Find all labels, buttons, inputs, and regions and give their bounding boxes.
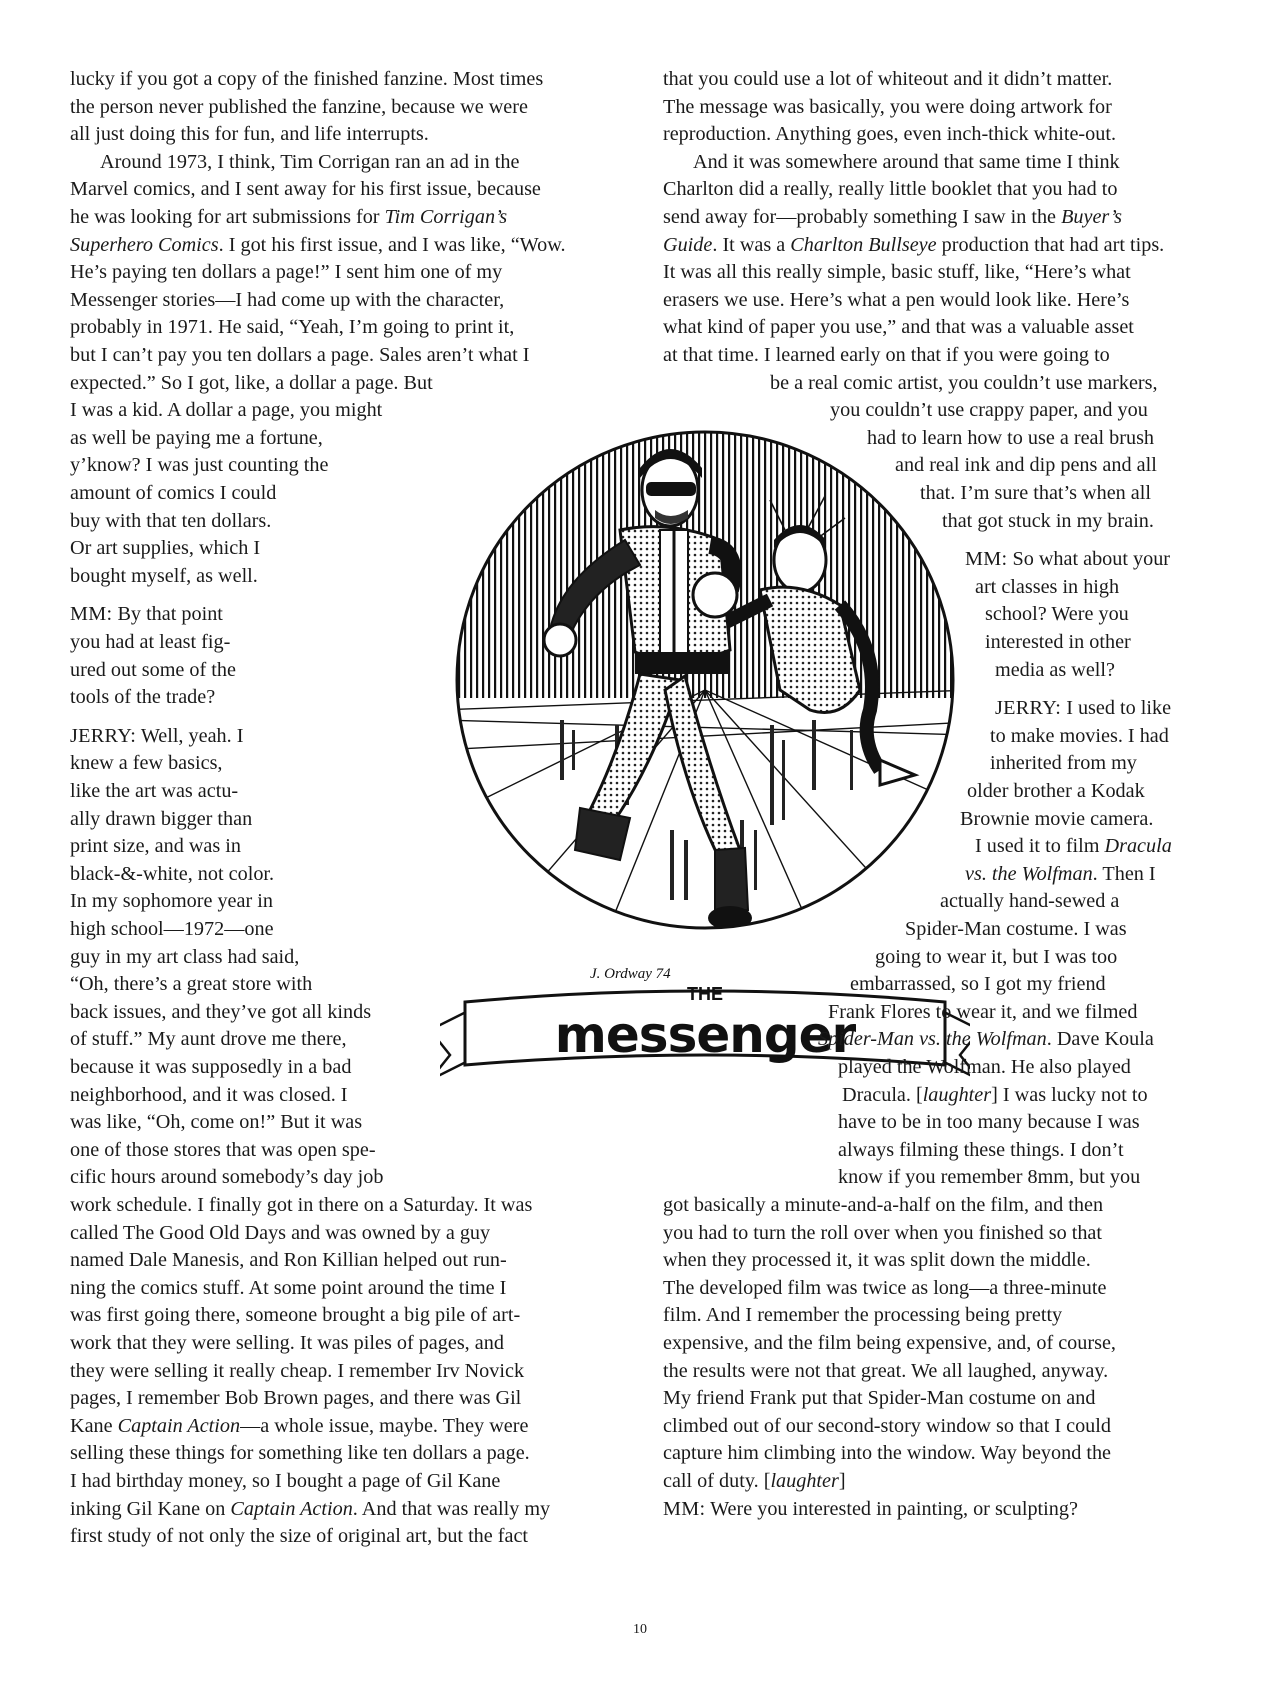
right-line: interested in other bbox=[985, 631, 1131, 653]
right-line: film. And I remember the processing being pretty bbox=[663, 1304, 1063, 1327]
left-line: was like, “Oh, come on!” But it was bbox=[70, 1111, 363, 1134]
left-line: expected.” So I got, like, a dollar a page. But bbox=[70, 371, 433, 394]
left-line: I had birthday money, so I bought a page of Gil Kane bbox=[70, 1470, 501, 1492]
left-line: guy in my art class had said, bbox=[70, 945, 300, 968]
left-line: black-&-white, not color. bbox=[70, 862, 275, 885]
right-line: vs. the Wolfman. Then I bbox=[965, 862, 1156, 885]
left-line: buy with that ten dollars. bbox=[70, 509, 272, 532]
right-line: My friend Frank put that Spider-Man costume on and bbox=[663, 1387, 1096, 1410]
left-line: back issues, and they’ve got all kinds bbox=[70, 1000, 372, 1023]
left-line: you had at least fig- bbox=[70, 631, 231, 653]
left-line: Around 1973, I think, Tim Corrigan ran an ad in the bbox=[100, 150, 520, 173]
right-line: Frank Flores to wear it, and we filmed bbox=[828, 1000, 1138, 1023]
left-line: cific hours around somebody’s day job bbox=[70, 1166, 384, 1189]
left-line: because it was supposedly in a bad bbox=[70, 1056, 352, 1078]
right-line: It was all this really simple, basic stuff, like, “Here’s what bbox=[663, 261, 1131, 284]
right-line: erasers we use. Here’s what a pen would look like. Here’s bbox=[663, 288, 1130, 311]
left-line: neighborhood, and it was closed. I bbox=[70, 1083, 348, 1106]
left-line: y’know? I was just counting the bbox=[70, 454, 329, 477]
right-line: JERRY: I used to like bbox=[995, 697, 1172, 720]
right-line: and real ink and dip pens and all bbox=[895, 454, 1157, 477]
right-line: always filming these things. I don’t bbox=[838, 1138, 1124, 1161]
left-line: like the art was actu- bbox=[70, 780, 239, 802]
right-line: The message was basically, you were doing artwork for bbox=[663, 95, 1112, 118]
right-line: at that time. I learned early on that if you were going to bbox=[663, 344, 1110, 366]
right-line: school? Were you bbox=[985, 603, 1129, 626]
left-line: was first going there, someone brought a big pile of art- bbox=[70, 1304, 521, 1327]
right-line: art classes in high bbox=[975, 575, 1120, 598]
page-number: 10 bbox=[633, 1622, 647, 1637]
right-line: And it was somewhere around that same time I think bbox=[693, 150, 1120, 173]
left-line: selling these things for something like ten dollars a page. bbox=[70, 1442, 530, 1465]
left-line: of stuff.” My aunt drove me there, bbox=[70, 1028, 347, 1051]
left-line: amount of comics I could bbox=[70, 482, 277, 504]
right-line: send away for—probably something I saw in the Buyer’s bbox=[663, 206, 1122, 228]
right-line: Charlton did a really, really little booklet that you had to bbox=[663, 178, 1118, 201]
right-line: Spider-Man vs. the Wolfman. Dave Koula bbox=[818, 1028, 1154, 1051]
left-line: Marvel comics, and I sent away for his first issue, because bbox=[70, 178, 541, 201]
left-line: work that they were selling. It was piles of pages, and bbox=[70, 1332, 504, 1354]
left-line: high school—1972—one bbox=[70, 918, 274, 940]
left-line: Kane Captain Action—a whole issue, maybe. They were bbox=[70, 1414, 529, 1437]
banner-title: messenger bbox=[554, 1006, 856, 1064]
left-line: he was looking for art submissions for Tim Corrigan’s bbox=[70, 206, 508, 228]
right-line: MM: So what about your bbox=[965, 548, 1171, 571]
right-line: call of duty. [laughter] bbox=[663, 1470, 846, 1492]
right-line: that you could use a lot of whiteout and it didn’t matter. bbox=[663, 68, 1113, 90]
left-line: He’s paying ten dollars a page!” I sent him one of my bbox=[70, 261, 503, 284]
right-line: Guide. It was a Charlton Bullseye production that had art tips. bbox=[663, 233, 1165, 256]
left-line: the person never published the fanzine, because we were bbox=[70, 95, 528, 118]
right-line: The developed film was twice as long—a three-minute bbox=[663, 1276, 1107, 1299]
left-line: first study of not only the size of original art, but the fact bbox=[70, 1525, 529, 1548]
left-line: Superhero Comics. I got his first issue, and I was like, “Wow. bbox=[70, 233, 566, 256]
artist-signature: J. Ordway 74 bbox=[590, 966, 671, 982]
right-line: got basically a minute-and-a-half on the film, and then bbox=[663, 1194, 1104, 1216]
left-line: Or art supplies, which I bbox=[70, 537, 261, 560]
left-line: named Dale Manesis, and Ron Killian helped out run- bbox=[70, 1249, 507, 1272]
left-line: I was a kid. A dollar a page, you might bbox=[70, 399, 383, 422]
left-line: Messenger stories—I had come up with the character, bbox=[70, 288, 505, 311]
left-line: tools of the trade? bbox=[70, 686, 216, 709]
right-line: you had to turn the roll over when you finished so that bbox=[663, 1221, 1102, 1244]
left-line: work schedule. I finally got in there on a Saturday. It was bbox=[70, 1194, 533, 1216]
left-line: one of those stores that was open spe- bbox=[70, 1138, 376, 1161]
right-line: when they processed it, it was split down the middle. bbox=[663, 1249, 1091, 1272]
left-line: print size, and was in bbox=[70, 835, 241, 858]
left-line: “Oh, there’s a great store with bbox=[70, 973, 313, 996]
right-line: be a real comic artist, you couldn’t use markers, bbox=[770, 371, 1158, 394]
right-line: I used it to film Dracula bbox=[975, 835, 1172, 858]
left-line: In my sophomore year in bbox=[70, 890, 273, 913]
right-line: expensive, and the film being expensive, and, of course, bbox=[663, 1332, 1116, 1354]
left-line: ning the comics stuff. At some point around the time I bbox=[70, 1276, 507, 1299]
left-line: MM: By that point bbox=[70, 603, 223, 626]
left-line: lucky if you got a copy of the finished fanzine. Most times bbox=[70, 68, 544, 90]
right-line: media as well? bbox=[995, 658, 1115, 681]
left-line: called The Good Old Days and was owned by a guy bbox=[70, 1221, 491, 1244]
left-line: knew a few basics, bbox=[70, 752, 223, 775]
left-line: all just doing this for fun, and life interrupts. bbox=[70, 123, 429, 146]
left-line: as well be paying me a fortune, bbox=[70, 426, 323, 449]
left-line: but I can’t pay you ten dollars a page. Sales aren’t what I bbox=[70, 344, 530, 366]
right-line: reproduction. Anything goes, even inch-thick white-out. bbox=[663, 123, 1116, 146]
right-line: going to wear it, but I was too bbox=[875, 945, 1118, 968]
right-line: climbed out of our second-story window so that I could bbox=[663, 1414, 1111, 1437]
right-line: the results were not that great. We all laughed, anyway. bbox=[663, 1359, 1109, 1382]
right-line: that. I’m sure that’s when all bbox=[920, 482, 1151, 504]
left-line: pages, I remember Bob Brown pages, and there was Gil bbox=[70, 1387, 522, 1410]
right-line: have to be in too many because I was bbox=[838, 1111, 1140, 1134]
right-line: actually hand-sewed a bbox=[940, 890, 1120, 913]
right-line: what kind of paper you use,” and that was a valuable asset bbox=[663, 316, 1134, 339]
right-line: played the Wolfman. He also played bbox=[838, 1056, 1131, 1078]
right-line: had to learn how to use a real brush bbox=[867, 426, 1155, 449]
right-line: know if you remember 8mm, but you bbox=[838, 1166, 1141, 1189]
left-line: they were selling it really cheap. I remember Irv Novick bbox=[70, 1359, 525, 1382]
banner-the: THE bbox=[687, 984, 723, 1004]
left-line: JERRY: Well, yeah. I bbox=[70, 724, 244, 747]
right-line: MM: Were you interested in painting, or sculpting? bbox=[663, 1497, 1078, 1520]
right-line: older brother a Kodak bbox=[967, 780, 1145, 802]
circle-scene bbox=[440, 390, 970, 950]
left-line: ally drawn bigger than bbox=[70, 807, 253, 830]
right-line: Brownie movie camera. bbox=[960, 807, 1154, 830]
right-line: capture him climbing into the window. Way beyond the bbox=[663, 1442, 1112, 1465]
right-line: inherited from my bbox=[990, 752, 1137, 775]
left-line: inking Gil Kane on Captain Action. And that was really my bbox=[70, 1497, 551, 1520]
right-line: embarrassed, so I got my friend bbox=[850, 973, 1106, 996]
left-line: bought myself, as well. bbox=[70, 564, 258, 587]
left-line: probably in 1971. He said, “Yeah, I’m going to print it, bbox=[70, 316, 515, 339]
right-line: to make movies. I had bbox=[990, 724, 1169, 747]
left-line: ured out some of the bbox=[70, 658, 236, 681]
right-line: Dracula. [laughter] I was lucky not to bbox=[842, 1083, 1148, 1106]
right-line: that got stuck in my brain. bbox=[942, 509, 1154, 532]
right-line: Spider-Man costume. I was bbox=[905, 918, 1127, 940]
right-line: you couldn’t use crappy paper, and you bbox=[830, 399, 1148, 422]
